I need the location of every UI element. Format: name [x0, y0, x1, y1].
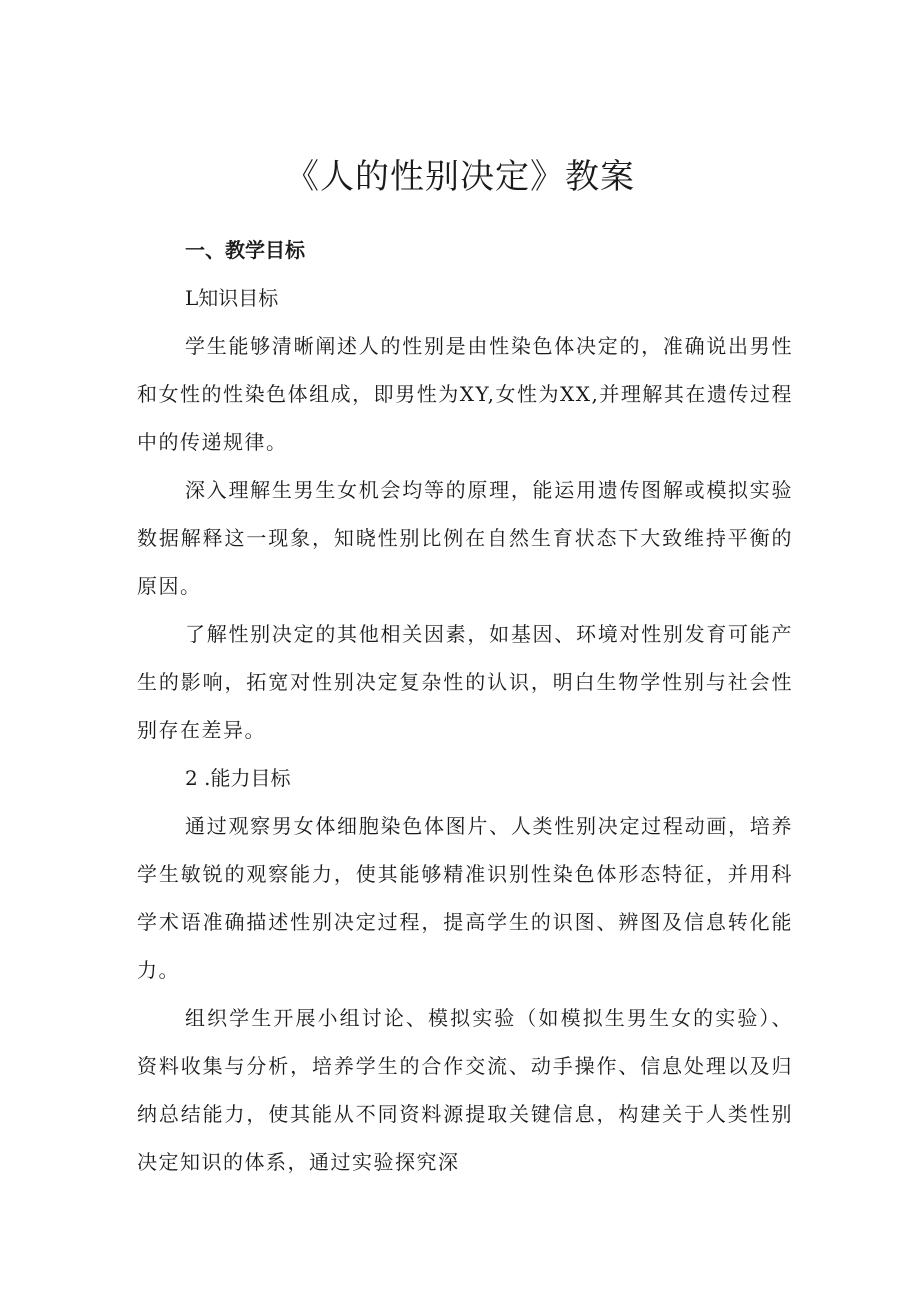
- paragraph-knowledge-2: 深入理解生男生女机会均等的原理，能运用遗传图解或模拟实验数据解释这一现象，知晓性别比例在自然生育状态下大致维持平衡的原因。: [137, 478, 793, 598]
- section-heading-teaching-objectives: 一、教学目标: [185, 238, 305, 262]
- subsection-heading-ability-objectives: 2 .能力目标: [185, 766, 291, 790]
- document-title: 《人的性别决定》教案: [285, 156, 635, 197]
- document-body: [137, 226, 793, 1186]
- paragraph-ability-2: 组织学生开展小组讨论、模拟实验（如模拟生男生女的实验）、资料收集与分析，培养学生的合作交流、动手操作、信息处理以及归纳总结能力，使其能从不同资料源提取关键信息，构建关于人类性别决定知识的体系，通过实验探究深: [137, 1006, 793, 1174]
- paragraph-knowledge-1: 学生能够清晰阐述人的性别是由性染色体决定的，准确说出男性和女性的性染色体组成，即男性为XY,女性为XX,并理解其在遗传过程中的传递规律。: [137, 334, 793, 454]
- paragraph-knowledge-3: 了解性别决定的其他相关因素，如基因、环境对性别发育可能产生的影响，拓宽对性别决定复杂性的认识，明白生物学性别与社会性别存在差异。: [137, 622, 793, 742]
- paragraph-ability-1: 通过观察男女体细胞染色体图片、人类性别决定过程动画，培养学生敏锐的观察能力，使其能够精准识别性染色体形态特征，并用科学术语准确描述性别决定过程，提高学生的识图、辨图及信息转化能力。: [137, 814, 793, 982]
- subsection-heading-knowledge-objectives: L知识目标: [185, 286, 279, 310]
